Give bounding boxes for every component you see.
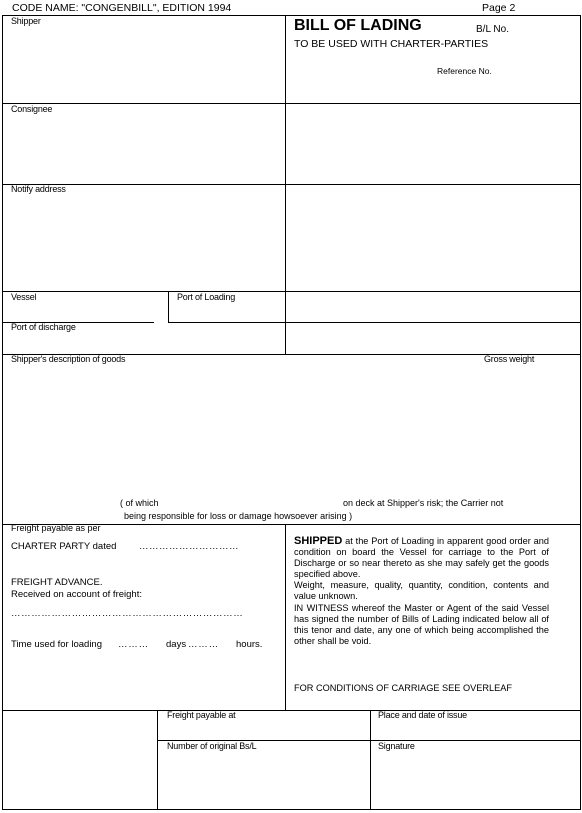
shipped-heading: SHIPPED bbox=[294, 535, 343, 547]
received-amount-blank: …………………………………………………………… bbox=[11, 608, 244, 619]
days-blank: ……… bbox=[118, 639, 149, 650]
time-used-label: Time used for loading bbox=[11, 639, 103, 650]
bl-number-label: B/L No. bbox=[476, 24, 509, 35]
in-witness-text: IN WITNESS whereof the Master or Agent of the said Vessel has signed the number of Bills of Lading indicated below all of this tenor and date, any one of which being accomplished the other shall be void. bbox=[294, 602, 549, 646]
goods-description-label: Shipper's description of goods bbox=[11, 354, 126, 364]
charter-party-date-blank: ………………………… bbox=[139, 541, 239, 552]
conditions-overleaf: FOR CONDITIONS OF CARRIAGE SEE OVERLEAF bbox=[294, 683, 512, 693]
received-on-account-label: Received on account of freight: bbox=[11, 589, 142, 600]
deck-note-risk: on deck at Shipper's risk; the Carrier not bbox=[343, 498, 504, 508]
consignee-label: Consignee bbox=[11, 104, 53, 114]
reference-number-label: Reference No. bbox=[437, 66, 492, 76]
gross-weight-label: Gross weight bbox=[484, 354, 535, 364]
freight-payable-at-label: Freight payable at bbox=[167, 710, 236, 720]
days-label: days bbox=[166, 639, 187, 650]
shipper-label: Shipper bbox=[11, 16, 41, 26]
deck-note-liability: being responsible for loss or damage howsoever arising ) bbox=[124, 511, 353, 521]
shipped-clause bbox=[294, 536, 549, 647]
shipped-text: at the Port of Loading in apparent good order and condition on board the Vessel for carriage to the Port of Discharge or so near thereto as she may safely get the goods specified above. bbox=[294, 536, 549, 580]
weight-measure-text: Weight, measure, quality, quantity, condition, contents and value unknown. bbox=[294, 580, 549, 602]
hours-label: hours. bbox=[236, 639, 263, 650]
notify-address-label: Notify address bbox=[11, 184, 66, 194]
page-number: Page 2 bbox=[482, 2, 516, 14]
charter-party-dated-label: CHARTER PARTY dated bbox=[11, 541, 117, 552]
number-original-bl-label: Number of original Bs/L bbox=[167, 741, 257, 751]
code-name-header: CODE NAME: "CONGENBILL", EDITION 1994 bbox=[12, 2, 232, 14]
port-of-loading-label: Port of Loading bbox=[177, 292, 236, 302]
freight-advance-label: FREIGHT ADVANCE. bbox=[11, 577, 103, 588]
signature-label: Signature bbox=[378, 741, 415, 751]
port-of-discharge-label: Port of discharge bbox=[11, 322, 76, 332]
freight-payable-as-per-label: Freight payable as per bbox=[11, 523, 101, 533]
document-title: BILL OF LADING bbox=[294, 17, 422, 34]
deck-note-start: ( of which bbox=[120, 498, 159, 508]
vessel-label: Vessel bbox=[11, 292, 37, 302]
hours-blank: ……… bbox=[188, 639, 219, 650]
document-subtitle: TO BE USED WITH CHARTER-PARTIES bbox=[294, 38, 489, 50]
place-date-issue-label: Place and date of issue bbox=[378, 710, 467, 720]
